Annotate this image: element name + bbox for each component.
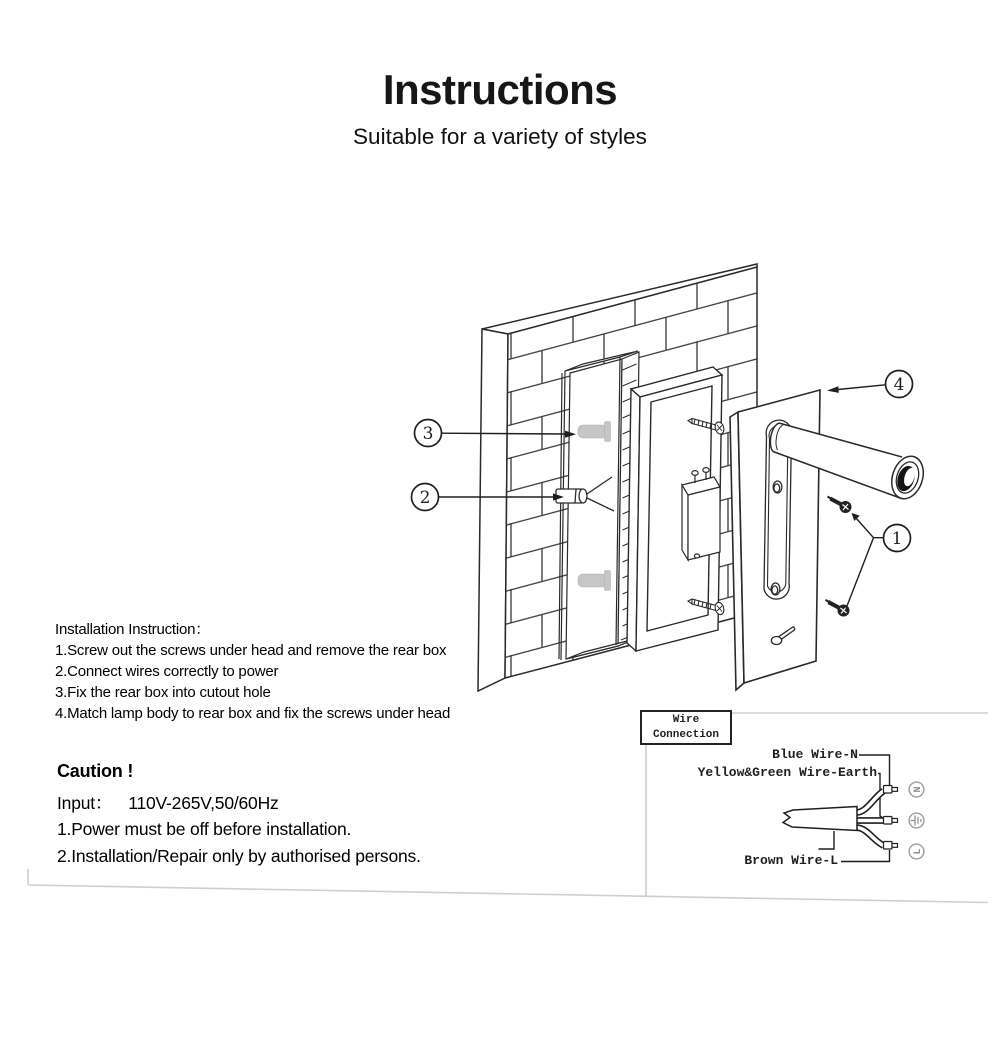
brown-wire-label: Brown Wire-L [744,853,838,868]
page-subtitle: Suitable for a variety of styles [353,124,647,149]
callout-4-number: 4 [893,375,905,395]
earth-wire-label: Yellow&Green Wire-Earth [697,765,877,780]
wire-pins [884,786,898,850]
caution-heading: Caution ! [57,761,134,781]
callout-1-number: 1 [891,529,903,549]
caution-note: 1.Power must be off before installation. [57,819,352,839]
installation-heading: Installation Instruction： [55,621,211,638]
installation-step: 3.Fix the rear box into cutout hole [55,684,271,701]
callout-3-number: 3 [422,424,434,444]
input-label: Input： [57,792,113,813]
input-value: 110V-265V,50/60Hz [128,792,279,813]
callout-2-number: 2 [419,488,431,508]
page-title: Instructions [382,66,618,113]
installation-step: 4.Match lamp body to rear box and fix the screws under head [55,705,451,722]
terminal-n-label: N [913,786,924,793]
mounting-screw-top [828,497,852,514]
wire-connection-title-line2: Connection [652,728,719,741]
installation-step: 1.Screw out the screws under head and remove the rear box [55,642,447,659]
terminal-l-label: L [913,848,924,855]
wire-connection-title-line1: Wire [672,714,700,727]
cable-sheath [783,807,857,831]
installation-step: 2.Connect wires correctly to power [55,663,279,680]
caution-note: 2.Installation/Repair only by authorised persons. [57,845,421,866]
blue-wire-label: Blue Wire-N [772,747,858,762]
wire-connection-title-box [640,710,732,745]
